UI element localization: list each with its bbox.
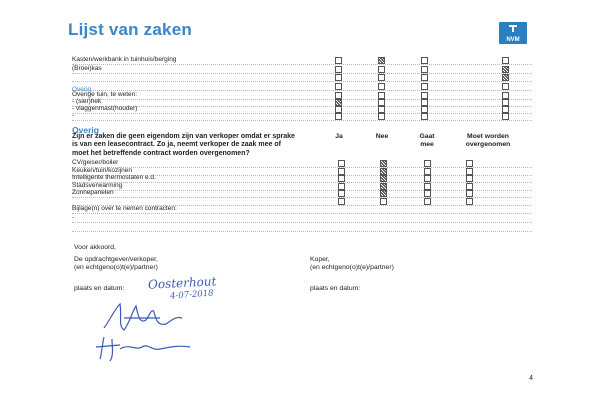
handwritten-date: 4-07-2018 [169, 288, 214, 302]
bijlage-label: Bijlage(n) over te nemen contracten: [72, 205, 177, 212]
storage-row-label: (Broei)kas [72, 64, 102, 72]
overig-checkbox[interactable] [502, 113, 509, 120]
buyer-partner-label: (en echtgeno(o)t(e)/partner) [310, 264, 394, 271]
storage-row [72, 82, 532, 91]
logo-text: NVM [506, 37, 520, 43]
lease-row-label: Keuken/tuin/kozijnen [72, 166, 132, 174]
col-header-moet-worden-overgenomen: Moet worden overgenomen [465, 133, 511, 148]
storage-checkbox[interactable] [335, 83, 342, 90]
buyer-label: Koper, [310, 256, 330, 263]
section-overig-heading: Overig [72, 86, 92, 93]
storage-row-label: Kasten/werkbank in tuinhuis/berging [72, 56, 177, 63]
col-header-gaat-mee: Gaat mee [419, 133, 435, 148]
overig-row-label: - [72, 112, 75, 119]
storage-checkbox[interactable] [502, 66, 509, 73]
seller-partner-label: (en echtgeno(o)t(e)/partner) [74, 264, 158, 271]
lease-row-label: Intelligente thermostaten e.d. [72, 174, 156, 181]
storage-checkbox[interactable] [335, 74, 342, 81]
bijlage-line[interactable] [72, 214, 532, 223]
storage-checkbox[interactable] [421, 57, 428, 64]
storage-checkbox[interactable] [378, 57, 385, 64]
lease-row-label: CV/geiser/boiler [72, 159, 119, 166]
seller-signature-1 [100, 298, 210, 338]
page-title: Lijst van zaken [68, 20, 192, 39]
overig-checkbox[interactable] [421, 113, 428, 120]
lease-checkbox[interactable] [338, 198, 345, 205]
col-header-nee: Nee [375, 133, 389, 140]
col-header-ja: Ja [335, 133, 343, 140]
lease-checkbox[interactable] [466, 198, 473, 205]
overig-row-label: - (sier)hek [72, 98, 102, 105]
lease-checkbox[interactable] [380, 198, 387, 205]
storage-checkbox[interactable] [502, 74, 509, 81]
storage-checkbox[interactable] [378, 66, 385, 73]
seller-place-date-label: plaats en datum: [74, 285, 125, 292]
lease-row-label: Zonnepanelen [72, 189, 114, 196]
storage-checkbox[interactable] [335, 66, 342, 73]
storage-checkbox[interactable] [502, 57, 509, 64]
handwritten-place: Oosterhout [147, 274, 217, 292]
seller-label: De opdrachtgever/verkoper, [74, 256, 158, 263]
lease-question: Zijn er zaken die geen eigendom zijn van verkoper omdat er sprake is van een leasecontract. Zo ja, neemt verkoper de zaak mee of moet het betreffende contract worden overgenomen? [72, 133, 295, 157]
storage-checkbox[interactable] [335, 57, 342, 64]
storage-checkbox[interactable] [421, 74, 428, 81]
overig-checkbox[interactable] [335, 113, 342, 120]
overig-row [72, 112, 532, 121]
nvm-logo [499, 22, 527, 44]
nvm-logo-icon [508, 24, 518, 33]
bijlage-line-dash: - [72, 214, 75, 221]
seller-signature-2 [90, 333, 210, 363]
overig-row-label: - vlaggenmast(houder) [72, 105, 138, 112]
bijlage-row [72, 205, 532, 214]
lease-row-label: Stadsverwarming [72, 181, 123, 189]
bijlage-line-2[interactable] [72, 223, 532, 232]
storage-checkbox[interactable] [378, 74, 385, 81]
overig-row-label: Overige tuin, te weten: [72, 91, 138, 98]
section-lease-heading: Overig [72, 125, 99, 135]
storage-checkbox[interactable] [378, 83, 385, 90]
page-number: 4 [529, 375, 533, 382]
storage-checkbox[interactable] [421, 66, 428, 73]
storage-checkbox[interactable] [502, 83, 509, 90]
overig-checkbox[interactable] [378, 113, 385, 120]
lease-checkbox[interactable] [424, 198, 431, 205]
buyer-place-date-label: plaats en datum: [310, 285, 361, 292]
agreement-text: Voor akkoord, [74, 244, 116, 251]
storage-checkbox[interactable] [421, 83, 428, 90]
